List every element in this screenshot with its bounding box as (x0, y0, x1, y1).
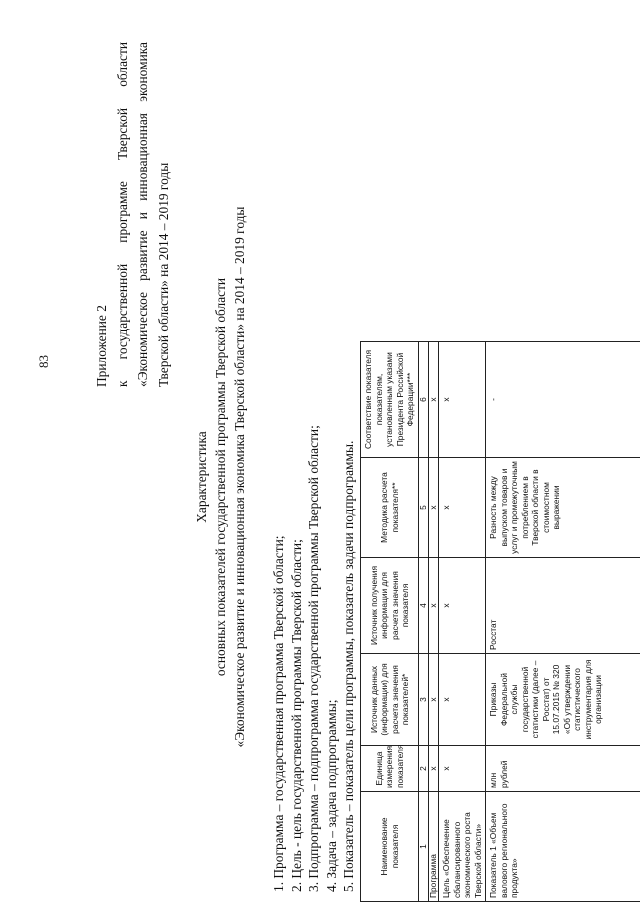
cell-match: х (439, 342, 486, 458)
cell-origin: х (429, 558, 439, 654)
definition-item: 3. Подпрограмма – подпрограмма государственной программы Тверской области; (306, 425, 322, 892)
column-number: 2 (419, 746, 429, 792)
appendix-title: Приложение 2 (94, 305, 109, 387)
definition-item: 1. Программа – государственная программа Тверской области; (271, 535, 286, 892)
cell-name: Программа (429, 792, 439, 902)
heading-title: Характеристика (194, 431, 209, 523)
cell-source: х (439, 654, 486, 746)
header-method: Методика расчета показателя** (361, 458, 419, 558)
appendix-header (92, 42, 174, 387)
cell-unit: х (429, 746, 439, 792)
cell-origin: х (439, 558, 486, 654)
cell-match: х (429, 342, 439, 458)
header-unit: Единица измерения показателя (361, 746, 419, 792)
cell-name: Цель «Обеспечение сбалансированного экономического роста Тверской области» (439, 792, 486, 902)
page-number: 83 (36, 355, 51, 368)
header-data-source: Источник данных (информации) для расчета значения показателей* (361, 654, 419, 746)
cell-method: х (439, 458, 486, 558)
column-number-row (419, 342, 429, 902)
definition-item: 4. Задача – задача подпрограммы; (323, 699, 339, 892)
column-number: 5 (419, 458, 429, 558)
heading-program-name: «Экономическое развитие и инновационная экономика Тверской области» на 2014 – 2019 годы (232, 206, 247, 748)
heading-subtitle: основных показателей государственной программы Тверской области (213, 277, 228, 677)
cell-unit: млн рублей (486, 746, 640, 792)
cell-method: х (429, 458, 439, 558)
column-number: 3 (419, 654, 429, 746)
column-number: 1 (419, 792, 429, 902)
appendix-line-3: «Экономическое развитие и инновационная экономика (135, 42, 150, 387)
document-heading (192, 82, 249, 872)
table-row (439, 342, 486, 902)
table-row (429, 342, 439, 902)
indicators-table (360, 341, 640, 902)
appendix-line-2: к государственной программе Тверской области (114, 42, 130, 387)
cell-name: Показатель 1 «Объем валового регионального продукта» (486, 792, 640, 902)
column-number: 6 (419, 342, 429, 458)
header-decree-match: Соответствие показателя показателям, установленным указами Президента Российской Федерации*** (361, 342, 419, 458)
cell-source: Приказы Федеральной службы государственной статистики (далее – Росстат) от 15.07.2015 № 320 «Об утверждении статистического инструментария для организации (486, 654, 640, 746)
rotated-page-content (20, 2, 620, 902)
cell-method: Разность между выпуском товаров и услуг и промежуточным потреблением в Тверской области в стоимостном выражении (486, 458, 640, 558)
header-indicator-name: Наименование показателя (361, 792, 419, 902)
definitions-list (270, 372, 358, 892)
header-info-origin: Источник получения информации для расчета значения показателя (361, 558, 419, 654)
cell-origin: Росстат (486, 558, 640, 654)
definition-item: 2. Цель - цель государственной программы Тверской области; (288, 539, 304, 892)
appendix-line-4: Тверской области» на 2014 – 2019 годы (155, 162, 171, 387)
cell-source: х (429, 654, 439, 746)
cell-match: - (486, 342, 640, 458)
table-row (486, 342, 640, 902)
table-header-row (361, 342, 419, 902)
definition-item: 5. Показатель – показатель цели программы, показатель задачи подпрограммы. (341, 440, 357, 892)
column-number: 4 (419, 558, 429, 654)
cell-unit: х (439, 746, 486, 792)
